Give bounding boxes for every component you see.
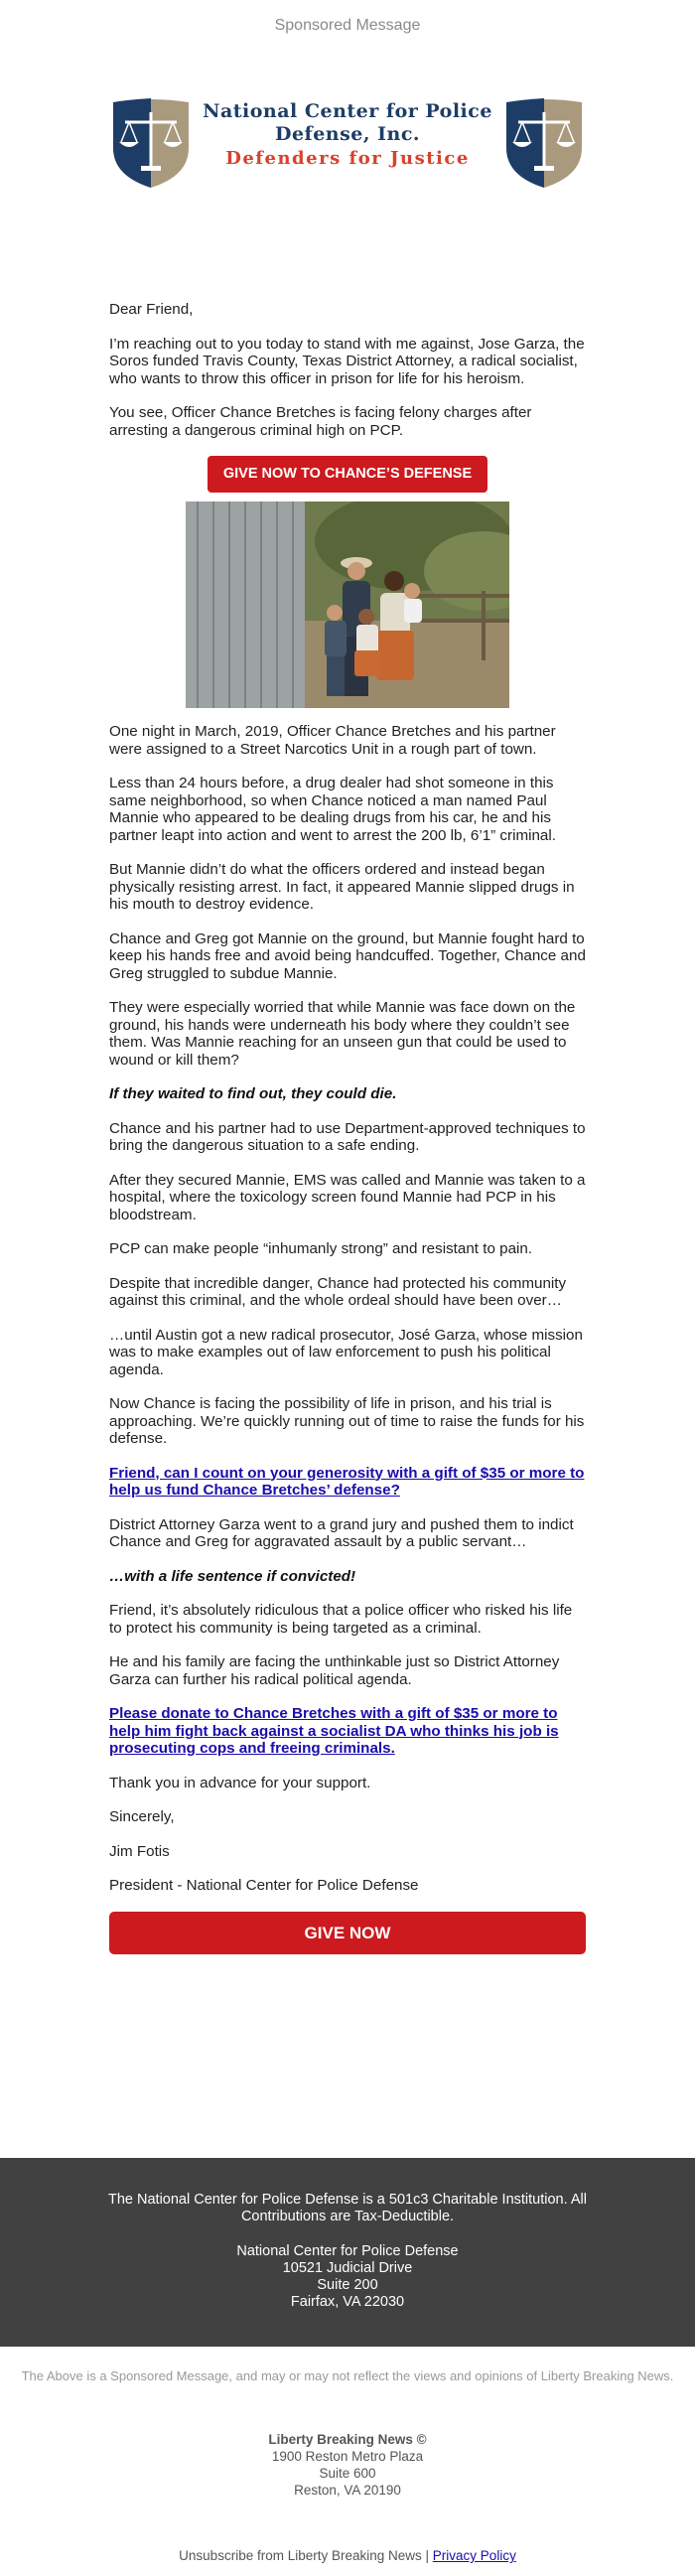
- footer-address-line: Fairfax, VA 22030: [290, 2294, 405, 2310]
- paragraph: Less than 24 hours before, a drug dealer had shot someone in this same neighborhood, so when Chance noticed a man named Paul Mannie who appeared to be dealing drugs from his car, he and his partner leapt into action and went to arrest the 200 lb, 6’1” criminal.: [109, 775, 556, 844]
- paragraph: Now Chance is facing the possibility of life in prison, and his trial is approaching. We’re quickly running out of time to raise the funds for his defense.: [109, 1395, 585, 1447]
- sponsored-label: Sponsored Message: [274, 17, 421, 34]
- footer-address-line: 10521 Judicial Drive: [282, 2260, 413, 2276]
- paragraph: They were especially worried that while Mannie was face down on the ground, his hands were underneath his body where they couldn’t see them. Was Mannie reaching for an unseen gun that could be used to wound or kill them?: [109, 999, 576, 1069]
- org-footer: [0, 2158, 695, 2347]
- unsubscribe-text: from Liberty Breaking News |: [253, 2548, 433, 2563]
- donate-link-35[interactable]: Friend, can I count on your generosity with a gift of $35 or more to help us fund Chance Bretches’ defense?: [109, 1464, 585, 1499]
- give-now-chance-defense-button[interactable]: GIVE NOW TO CHANCE’S DEFENSE: [208, 456, 487, 493]
- publisher-address-line: 1900 Reston Metro Plaza: [271, 2449, 424, 2464]
- emphasis-paragraph: …with a life sentence if convicted!: [109, 1567, 356, 1585]
- logo-tagline: Defenders for Justice: [225, 148, 470, 169]
- footer-address-line: Suite 200: [317, 2277, 378, 2293]
- scales-shield-icon: [111, 98, 191, 190]
- charity-statement: The National Center for Police Defense is a 501c3 Charitable Institution. All Contributions are Tax-Deductible.: [108, 2192, 587, 2224]
- publisher-address-line: Reston, VA 20190: [294, 2483, 401, 2498]
- paragraph: Chance and his partner had to use Department-approved techniques to bring the dangerous situation to a safe ending.: [109, 1119, 586, 1154]
- give-now-button[interactable]: GIVE NOW: [109, 1912, 586, 1954]
- paragraph: He and his family are facing the unthinkable just so District Attorney Garza can further his radical political agenda.: [109, 1653, 560, 1688]
- paragraph: One night in March, 2019, Officer Chance Bretches and his partner were assigned to a Street Narcotics Unit in a rough part of town.: [109, 723, 556, 758]
- logo-title-line2: Defense, Inc.: [274, 123, 421, 145]
- donate-link-fight-back[interactable]: Please donate to Chance Bretches with a gift of $35 or more to help him fight back against a socialist DA who thinks his job is prosecuting cops and freeing criminals.: [109, 1705, 559, 1757]
- paragraph: …until Austin got a new radical prosecutor, José Garza, whose mission was to make examples out of law enforcement to push his political agenda.: [109, 1326, 583, 1378]
- letter-body: [109, 196, 586, 1954]
- unsubscribe-bar: [0, 2548, 695, 2563]
- paragraph: District Attorney Garza went to a grand jury and pushed them to indict Chance and Greg for aggravated assault by a public servant…: [109, 1515, 574, 1550]
- paragraph: But Mannie didn’t do what the officers ordered and instead began physically resisting arrest. In fact, it appeared Mannie slipped drugs in his mouth to destroy evidence.: [109, 861, 575, 913]
- logo-title-line1: National Center for Police: [203, 100, 492, 122]
- paragraph: Chance and Greg got Mannie on the ground, but Mannie fought hard to keep his hands free and avoid being handcuffed. Together, Chance and Greg struggled to subdue Mannie.: [109, 930, 586, 982]
- signer-name: Jim Fotis: [109, 1842, 170, 1860]
- family-photo: [186, 501, 509, 708]
- scales-shield-icon: [504, 98, 584, 190]
- sponsored-disclaimer: The Above is a Sponsored Message, and may or may not reflect the views and opinions of Liberty Breaking News.: [21, 2368, 674, 2383]
- publisher-name: Liberty Breaking News ©: [268, 2432, 427, 2447]
- footer-org-name: National Center for Police Defense: [236, 2243, 459, 2259]
- signoff: Sincerely,: [109, 1808, 175, 1825]
- paragraph: PCP can make people “inhumanly strong” and resistant to pain.: [109, 1240, 533, 1257]
- emphasis-paragraph: If they waited to find out, they could die.: [109, 1085, 397, 1102]
- publisher-address-line: Suite 600: [319, 2466, 376, 2481]
- publisher-block: [0, 2431, 695, 2499]
- signer-title: President - National Center for Police Defense: [109, 1877, 419, 1894]
- paragraph: I’m reaching out to you today to stand with me against, Jose Garza, the Soros funded Travis County, Texas District Attorney, a radical socialist, who wants to throw this officer in prison for life for his heroism.: [109, 335, 585, 387]
- paragraph: Despite that incredible danger, Chance had protected his community against this criminal, and the whole ordeal should have been over…: [109, 1274, 567, 1309]
- unsubscribe-link[interactable]: Unsubscribe: [179, 2548, 254, 2563]
- greeting: Dear Friend,: [109, 301, 194, 318]
- paragraph: After they secured Mannie, EMS was called and Mannie was taken to a hospital, where the toxicology screen found Mannie had PCP in his bloodstream.: [109, 1171, 586, 1223]
- privacy-policy-link[interactable]: Privacy Policy: [432, 2548, 516, 2563]
- paragraph: Friend, it’s absolutely ridiculous that a police officer who risked his life to protect his community is being targeted as a criminal.: [109, 1602, 573, 1637]
- paragraph: You see, Officer Chance Bretches is facing felony charges after arresting a dangerous criminal high on PCP.: [109, 404, 532, 439]
- paragraph: Thank you in advance for your support.: [109, 1774, 371, 1791]
- org-logo: [111, 96, 584, 196]
